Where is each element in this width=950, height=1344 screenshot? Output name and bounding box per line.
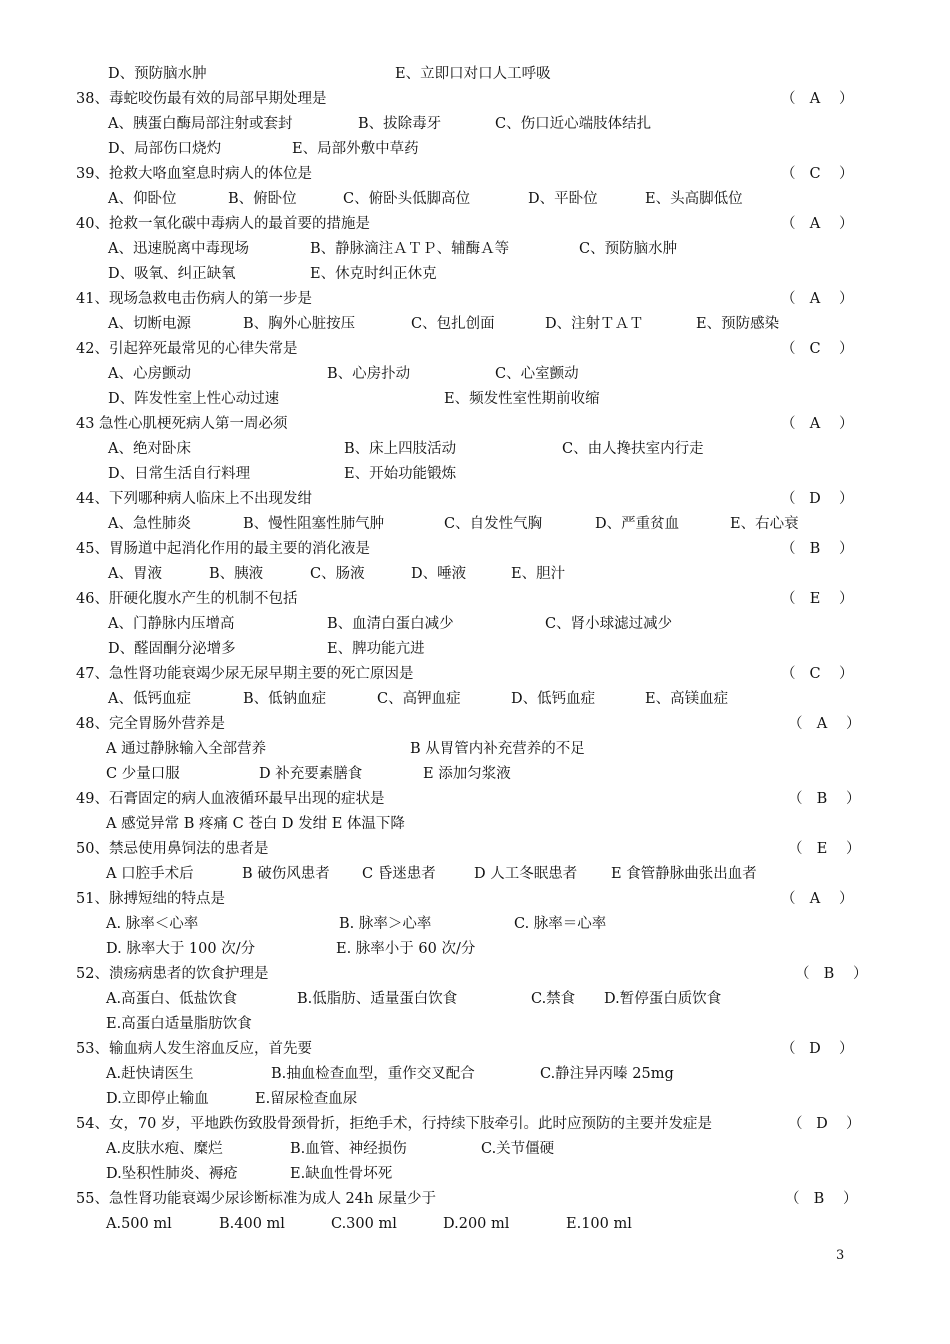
option-text: B、心房扑动 (327, 366, 411, 382)
option-text: C 少量口服 (106, 766, 180, 782)
option-text: B、俯卧位 (228, 191, 297, 207)
answer-open-paren: （ (781, 216, 796, 232)
answer-open-paren: （ (781, 491, 796, 507)
option-text: A.皮肤水疱、糜烂 (106, 1141, 223, 1157)
option-text: E、脾功能亢进 (327, 641, 425, 657)
answer-letter: E (809, 591, 821, 607)
answer-key (781, 412, 861, 437)
answer-open-paren: （ (788, 716, 803, 732)
answer-open-paren: （ (788, 841, 803, 857)
option-text: E、胆汁 (511, 566, 566, 582)
option-text: C.关节僵硬 (481, 1141, 555, 1157)
answer-close-paren: ） (846, 1116, 861, 1132)
answer-open-paren: （ (781, 91, 796, 107)
answer-close-paren: ） (839, 891, 854, 907)
option-text: B、拔除毒牙 (358, 116, 442, 132)
answer-key (781, 487, 861, 512)
answer-key (781, 587, 861, 612)
question-text: 52、溃疡病患者的饮食护理是 (76, 966, 269, 982)
question-text: 43 急性心肌梗死病人第一周必须 (76, 416, 288, 432)
answer-letter: E (816, 841, 828, 857)
option-text: A、迅速脱离中毒现场 (108, 241, 249, 257)
option-text: A.赶快请医生 (106, 1066, 194, 1082)
option-text: B.血管、神经损伤 (290, 1141, 407, 1157)
options-line (0, 562, 950, 587)
option-text: B 破伤风患者 (242, 866, 330, 882)
options-line (0, 937, 950, 962)
answer-open-paren: （ (788, 1116, 803, 1132)
option-text: A.高蛋白、低盐饮食 (106, 991, 238, 1007)
option-text: D、阵发性室上性心动过速 (108, 391, 280, 407)
option-text: D、平卧位 (528, 191, 598, 207)
option-text: A、切断电源 (108, 316, 191, 332)
question-text: 45、胃肠道中起消化作用的最主要的消化液是 (76, 541, 370, 557)
answer-letter: D (816, 1116, 828, 1132)
option-text: D、预防脑水肿 (108, 66, 207, 82)
option-text: C、俯卧头低脚高位 (343, 191, 471, 207)
answer-key (781, 287, 861, 312)
options-line (0, 437, 950, 462)
question-text: 41、现场急救电击伤病人的第一步是 (76, 291, 312, 307)
option-text: E.100 ml (566, 1216, 632, 1232)
answer-key (781, 537, 861, 562)
answer-letter: B (813, 1191, 825, 1207)
option-text: D、吸氧、纠正缺氧 (108, 266, 236, 282)
question-text: 39、抢救大咯血窒息时病人的体位是 (76, 166, 312, 182)
option-text: D.立即停止输血 (106, 1091, 209, 1107)
option-text: C.禁食 (531, 991, 576, 1007)
options-line (0, 512, 950, 537)
answer-open-paren: （ (781, 666, 796, 682)
options-line (0, 912, 950, 937)
answer-letter: B (823, 966, 835, 982)
options-line (0, 462, 950, 487)
option-text: D.坠积性肺炎、褥疮 (106, 1166, 238, 1182)
option-text: A、仰卧位 (108, 191, 177, 207)
option-text: E、高镁血症 (645, 691, 729, 707)
option-text: B、床上四肢活动 (344, 441, 457, 457)
answer-letter: C (809, 166, 821, 182)
answer-letter: A (809, 91, 821, 107)
option-text: C.静注异丙嗪 25mg (540, 1066, 674, 1082)
options-line (0, 262, 950, 287)
question-text: 42、引起猝死最常见的心律失常是 (76, 341, 298, 357)
option-text: E、局部外敷中草药 (292, 141, 419, 157)
option-text: C、伤口近心端肢体结扎 (495, 116, 652, 132)
option-text: D、日常生活自行料理 (108, 466, 251, 482)
answer-close-paren: ） (839, 416, 854, 432)
option-text: E.留尿检查血尿 (255, 1091, 358, 1107)
answer-close-paren: ） (839, 1041, 854, 1057)
options-line (0, 1087, 950, 1112)
option-text: E、休克时纠正休克 (310, 266, 437, 282)
question-text: 49、石膏固定的病人血液循环最早出现的症状是 (76, 791, 385, 807)
answer-open-paren: （ (781, 591, 796, 607)
answer-key (788, 1112, 868, 1137)
option-text: A、急性肺炎 (108, 516, 191, 532)
option-text: B、静脉滴注ＡＴＰ、辅酶Ａ等 (310, 241, 510, 257)
answer-key (788, 712, 868, 737)
answer-letter: A (809, 891, 821, 907)
answer-open-paren: （ (781, 291, 796, 307)
answer-open-paren: （ (781, 341, 796, 357)
answer-close-paren: ） (846, 791, 861, 807)
option-text: C、高钾血症 (377, 691, 461, 707)
options-line (0, 612, 950, 637)
answer-key (781, 887, 861, 912)
option-text: E、右心衰 (730, 516, 799, 532)
answer-open-paren: （ (781, 1041, 796, 1057)
answer-letter: B (809, 541, 821, 557)
answer-open-paren: （ (781, 891, 796, 907)
answer-open-paren: （ (788, 791, 803, 807)
answer-close-paren: ） (839, 166, 854, 182)
option-text: C、预防脑水肿 (579, 241, 678, 257)
answer-open-paren: （ (781, 541, 796, 557)
option-text: E、预防感染 (696, 316, 780, 332)
answer-close-paren: ） (839, 91, 854, 107)
option-text: D、注射ＴＡＴ (545, 316, 644, 332)
options-line (0, 362, 950, 387)
options-line (0, 1212, 950, 1237)
option-text: B、低钠血症 (243, 691, 327, 707)
answer-letter: C (809, 341, 821, 357)
answer-open-paren: （ (781, 416, 796, 432)
option-text: A、绝对卧床 (108, 441, 191, 457)
answer-key (795, 962, 875, 987)
option-text: D 人工冬眠患者 (474, 866, 578, 882)
options-line (0, 187, 950, 212)
options-line (0, 687, 950, 712)
question-text: 48、完全胃肠外营养是 (76, 716, 225, 732)
options-line (0, 762, 950, 787)
options-line (0, 737, 950, 762)
answer-letter: C (809, 666, 821, 682)
option-text: E.缺血性骨坏死 (290, 1166, 393, 1182)
option-text: E.高蛋白适量脂肪饮食 (106, 1016, 252, 1032)
options-line (0, 62, 950, 87)
answer-letter: A (809, 416, 821, 432)
option-text: E、头高脚低位 (645, 191, 743, 207)
question-text: 51、脉搏短绌的特点是 (76, 891, 225, 907)
option-text: A、门静脉内压增高 (108, 616, 235, 632)
answer-key (781, 162, 861, 187)
option-text: E 添加匀浆液 (423, 766, 511, 782)
answer-letter: A (809, 291, 821, 307)
option-text: E 食管静脉曲张出血者 (611, 866, 757, 882)
option-text: D、低钙血症 (511, 691, 596, 707)
answer-close-paren: ） (839, 591, 854, 607)
answer-open-paren: （ (785, 1191, 800, 1207)
answer-key (785, 1187, 865, 1212)
question-text: 38、毒蛇咬伤最有效的局部早期处理是 (76, 91, 327, 107)
option-text: D.200 ml (443, 1216, 510, 1232)
options-line (0, 1137, 950, 1162)
question-text: 47、急性肾功能衰竭少尿无尿早期主要的死亡原因是 (76, 666, 414, 682)
option-text: A、低钙血症 (108, 691, 191, 707)
option-text: A、胰蛋白酶局部注射或套封 (108, 116, 293, 132)
options-line (0, 1012, 950, 1037)
question-text: 40、抢救一氧化碳中毒病人的最首要的措施是 (76, 216, 370, 232)
option-text: B.抽血检查血型，重作交叉配合 (271, 1066, 475, 1082)
answer-close-paren: ） (839, 541, 854, 557)
answer-open-paren: （ (781, 166, 796, 182)
option-text: A. 脉率＜心率 (106, 916, 199, 932)
option-text: C、心室颤动 (495, 366, 579, 382)
options-line (0, 112, 950, 137)
answer-key (788, 837, 868, 862)
option-text: A.500 ml (106, 1216, 172, 1232)
options-line (0, 237, 950, 262)
options-line (0, 387, 950, 412)
question-text: 53、输血病人发生溶血反应，首先要 (76, 1041, 312, 1057)
page-number: 3 (836, 1248, 845, 1263)
options-line (0, 637, 950, 662)
option-text: E. 脉率小于 60 次/分 (336, 941, 476, 957)
option-text: C.300 ml (331, 1216, 397, 1232)
answer-letter: A (809, 216, 821, 232)
answer-letter: D (809, 1041, 821, 1057)
option-text: E、立即口对口人工呼吸 (395, 66, 551, 82)
question-text: 50、禁忌使用鼻饲法的患者是 (76, 841, 269, 857)
option-text: D、醛固酮分泌增多 (108, 641, 236, 657)
answer-key (781, 1037, 861, 1062)
option-text: D、唾液 (411, 566, 467, 582)
option-text: D 补充要素膳食 (259, 766, 363, 782)
option-text: B. 脉率＞心率 (339, 916, 432, 932)
answer-close-paren: ） (839, 491, 854, 507)
option-text: B、胸外心脏按压 (243, 316, 356, 332)
answer-open-paren: （ (795, 966, 810, 982)
option-text: E、频发性室性期前收缩 (444, 391, 600, 407)
option-text: D、严重贫血 (595, 516, 680, 532)
option-text: B.低脂肪、适量蛋白饮食 (297, 991, 458, 1007)
answer-key (781, 662, 861, 687)
option-text: D.暂停蛋白质饮食 (604, 991, 722, 1007)
options-line (0, 312, 950, 337)
options-line (0, 812, 950, 837)
options-line (0, 1062, 950, 1087)
answer-key (781, 87, 861, 112)
option-text: B、胰液 (209, 566, 264, 582)
answer-letter: A (816, 716, 828, 732)
answer-close-paren: ） (846, 716, 861, 732)
answer-close-paren: ） (853, 966, 868, 982)
question-text: 54、女，70 岁，平地跌伤致股骨颈骨折，拒绝手术，行持续下肢牵引。此时应预防的主要并发症是 (76, 1116, 713, 1132)
option-text: C、自发性气胸 (444, 516, 543, 532)
option-text: A 通过静脉输入全部营养 (106, 741, 267, 757)
options-line (0, 987, 950, 1012)
answer-close-paren: ） (846, 841, 861, 857)
option-text: C、肾小球滤过减少 (545, 616, 673, 632)
answer-key (781, 212, 861, 237)
option-text: D、局部伤口烧灼 (108, 141, 222, 157)
options-line (0, 862, 950, 887)
answer-close-paren: ） (839, 291, 854, 307)
option-text: A、胃液 (108, 566, 162, 582)
option-text: A 口腔手术后 (106, 866, 194, 882)
option-text: D. 脉率大于 100 次/分 (106, 941, 256, 957)
option-text: C 昏迷患者 (362, 866, 436, 882)
answer-letter: D (809, 491, 821, 507)
answer-key (788, 787, 868, 812)
option-text: B、慢性阻塞性肺气肿 (243, 516, 385, 532)
option-text: B 从胃管内补充营养的不足 (410, 741, 585, 757)
option-text: C. 脉率＝心率 (514, 916, 607, 932)
option-text: C、肠液 (310, 566, 365, 582)
answer-close-paren: ） (839, 666, 854, 682)
answer-close-paren: ） (839, 216, 854, 232)
option-text: C、由人搀扶室内行走 (562, 441, 704, 457)
answer-key (781, 337, 861, 362)
options-line (0, 137, 950, 162)
question-text: 46、肝硬化腹水产生的机制不包括 (76, 591, 298, 607)
answer-close-paren: ） (839, 341, 854, 357)
answer-letter: B (816, 791, 828, 807)
option-text: C、包扎创面 (411, 316, 495, 332)
answer-close-paren: ） (843, 1191, 858, 1207)
question-text: 55、急性肾功能衰竭少尿诊断标准为成人 24h 尿量少于 (76, 1191, 436, 1207)
options-line (0, 1162, 950, 1187)
option-text: B、血清白蛋白减少 (327, 616, 454, 632)
option-text: E、开始功能锻炼 (344, 466, 457, 482)
option-text: B.400 ml (219, 1216, 285, 1232)
question-text: 44、下列哪种病人临床上不出现发绀 (76, 491, 312, 507)
option-text: A、心房颤动 (108, 366, 191, 382)
option-text: A 感觉异常 B 疼痛 C 苍白 D 发绀 E 体温下降 (106, 816, 405, 832)
